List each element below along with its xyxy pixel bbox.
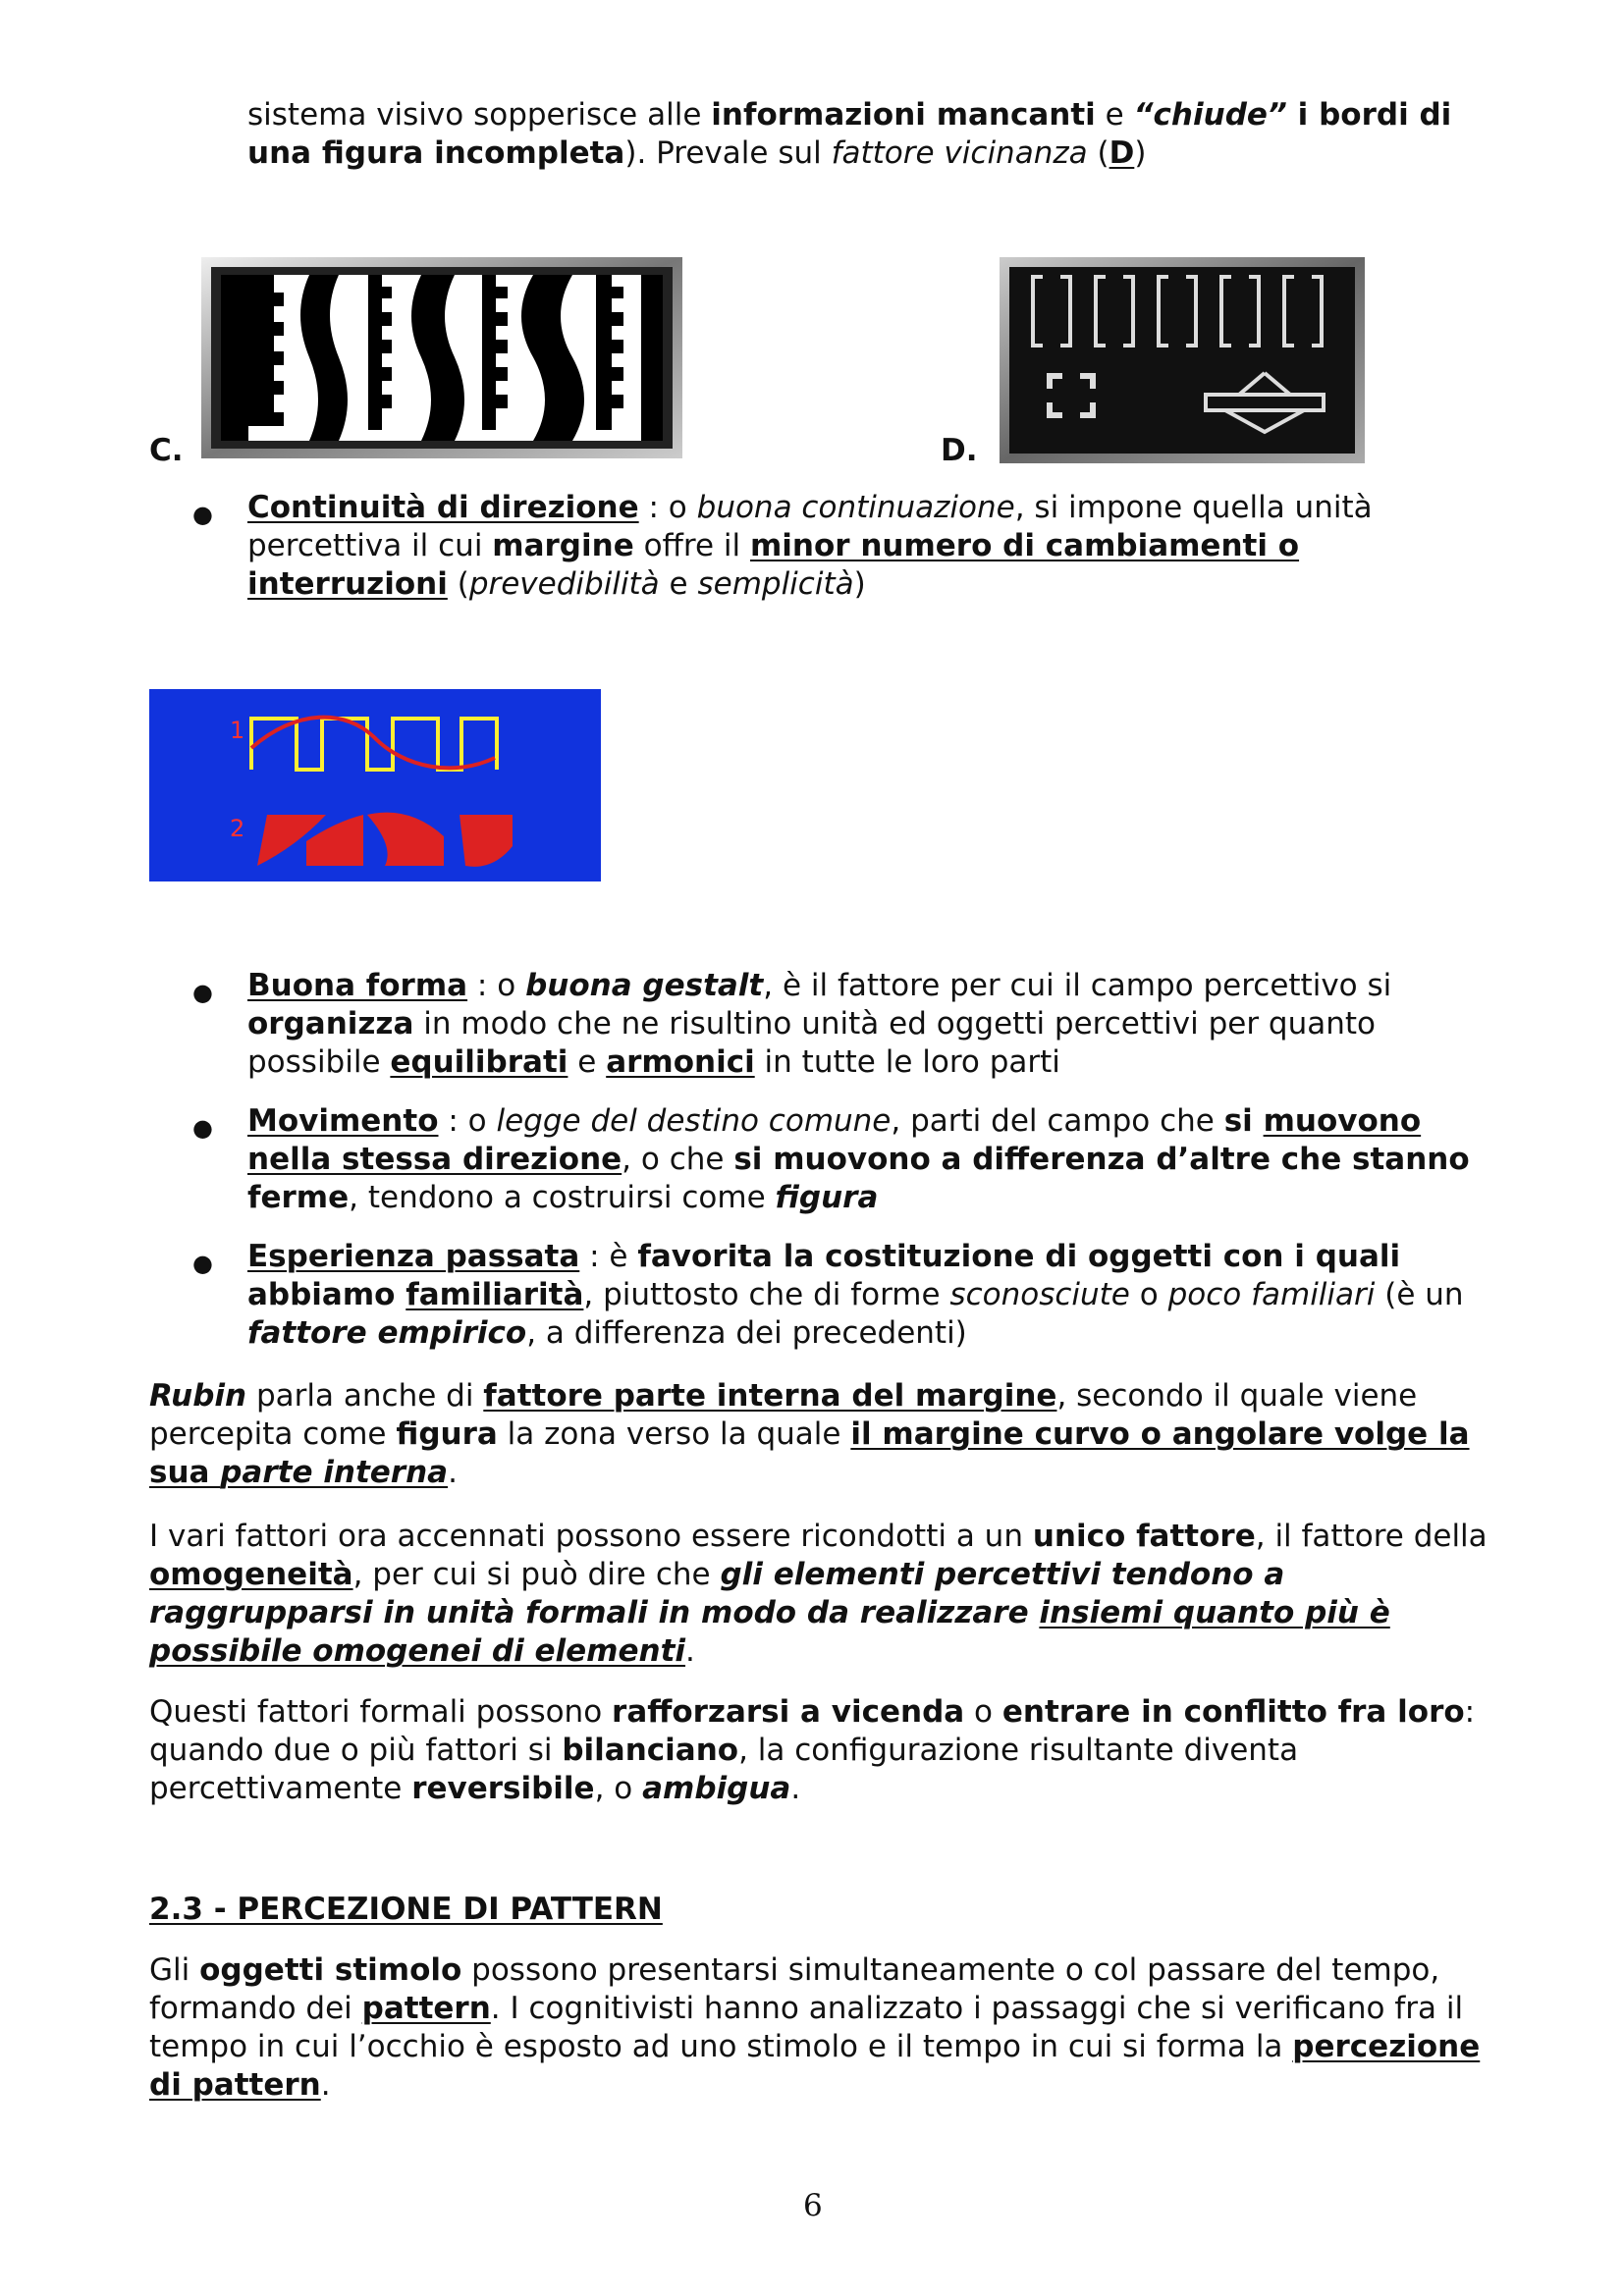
conflict-line-2: quando due o più fattori si bilanciano, la configurazione risultante diventa	[149, 1733, 1299, 1768]
movement-line-1: Movimento : o legge del destino comune, parti del campo che si muovono	[247, 1103, 1422, 1139]
pattern-line-3: tempo in cui l’occhio è esposto ad uno stimolo e il tempo in cui si forma la percezione	[149, 2029, 1481, 2064]
good-form-line-2: organizza in modo che ne risultino unità ed oggetti percettivi per quanto	[247, 1006, 1377, 1041]
continuity-line-2: percettiva il cui margine offre il minor numero di cambiamenti o	[247, 528, 1300, 563]
intro-line-2: una figura incompleta). Prevale sul fattore vicinanza (D)	[247, 135, 1147, 171]
conflict-line-3: percettivamente reversibile, o ambigua.	[149, 1771, 801, 1806]
movement-line-2: nella stessa direzione, o che si muovono a differenza d’altre che stanno	[247, 1142, 1470, 1177]
wave-figure-background	[149, 689, 601, 881]
pattern-line-1: Gli oggetti stimolo possono presentarsi simultaneamente o col passare del tempo,	[149, 1952, 1440, 1988]
section-title: 2.3 - PERCEZIONE DI PATTERN	[149, 1892, 663, 1927]
bullet-icon: ●	[192, 979, 213, 1006]
intro-line-1: sistema visivo sopperisce alle informazioni mancanti e “chiude” i bordi di	[247, 97, 1452, 133]
homogeneity-line-1: I vari fattori ora accennati possono essere ricondotti a un unico fattore, il fattore della	[149, 1519, 1488, 1554]
movement-line-3: ferme, tendono a costruirsi come figura	[247, 1180, 879, 1215]
figure-c-graphic	[201, 257, 682, 458]
page-number: 6	[803, 2188, 823, 2223]
figure-c-label: C.	[149, 433, 184, 468]
pattern-line-4: di pattern.	[149, 2067, 331, 2103]
wave-figure-graphic	[149, 689, 601, 881]
homogeneity-line-3: raggrupparsi in unità formali in modo da realizzare insiemi quanto più è	[149, 1595, 1390, 1630]
experience-line-3: fattore empirico, a differenza dei precedenti)	[247, 1315, 967, 1351]
continuity-line-1: Continuità di direzione : o buona continuazione, si impone quella unità	[247, 490, 1373, 525]
bullet-icon: ●	[192, 1250, 213, 1277]
figure-d-closure	[1000, 257, 1365, 463]
wave-figure-label-1: 1	[230, 717, 245, 744]
figure-c-closure	[201, 257, 682, 458]
wave-figure-label-2: 2	[230, 815, 245, 842]
experience-line-2: abbiamo familiarità, piuttosto che di forme sconosciute o poco familiari (è un	[247, 1277, 1464, 1312]
rubin-line-1: Rubin parla anche di fattore parte interna del margine, secondo il quale viene	[149, 1378, 1418, 1414]
good-form-line-3: possibile equilibrati e armonici in tutte le loro parti	[247, 1044, 1060, 1080]
good-form-line-1: Buona forma : o buona gestalt, è il fattore per cui il campo percettivo si	[247, 968, 1392, 1003]
rubin-line-3: sua parte interna.	[149, 1455, 458, 1490]
continuity-line-3: interruzioni (prevedibilità e semplicità)	[247, 566, 866, 602]
pattern-line-2: formando dei pattern. I cognitivisti hanno analizzato i passaggi che si verificano fra il	[149, 1991, 1464, 2026]
bullet-icon: ●	[192, 1114, 213, 1142]
bullet-icon: ●	[192, 501, 213, 528]
homogeneity-line-2: omogeneità, per cui si può dire che gli elementi percettivi tendono a	[149, 1557, 1285, 1592]
continuity-wave-figure	[149, 689, 601, 881]
figure-d-graphic	[1000, 257, 1365, 463]
conflict-line-1: Questi fattori formali possono rafforzarsi a vicenda o entrare in conflitto fra loro:	[149, 1694, 1476, 1730]
homogeneity-line-4: possibile omogenei di elementi.	[149, 1633, 695, 1669]
experience-line-1: Esperienza passata : è favorita la costituzione di oggetti con i quali	[247, 1239, 1401, 1274]
rubin-line-2: percepita come figura la zona verso la quale il margine curvo o angolare volge la	[149, 1416, 1470, 1452]
figure-d-label: D.	[941, 433, 978, 468]
